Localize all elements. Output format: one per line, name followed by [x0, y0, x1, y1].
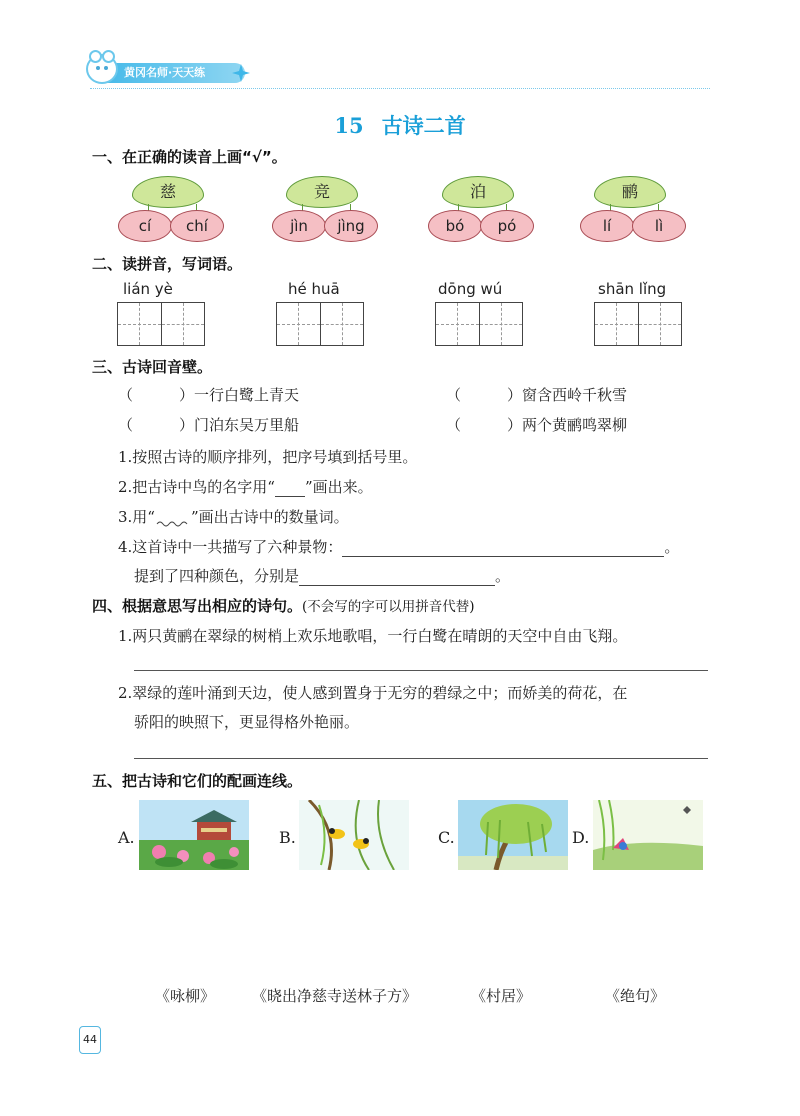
question-4-2: 2.翠绿的莲叶涌到天边，使人感到置身于无穷的碧绿之中；而娇美的荷花，在 [118, 684, 628, 702]
pinyin-choice-2 [272, 176, 382, 242]
answer-line[interactable] [134, 670, 708, 671]
char-leaf: 慈 [132, 176, 204, 208]
pinyin-choice-3 [428, 176, 538, 242]
pinyin-option[interactable]: cí [118, 210, 172, 242]
answer-blank[interactable] [342, 540, 664, 557]
poem-line-order: （ ）门泊东吴万里船 [118, 416, 300, 434]
brand-banner: 黄冈名师·天天练 [90, 63, 245, 83]
question-3-1: 1.按照古诗的顺序排列，把序号填到括号里。 [118, 448, 418, 466]
writing-grid[interactable] [594, 302, 682, 346]
poem-title[interactable]: 《晓出净慈寺送林子方》 [252, 987, 418, 1005]
pinyin-option[interactable]: bó [428, 210, 482, 242]
answer-blank[interactable] [299, 569, 495, 586]
writing-grid[interactable] [276, 302, 364, 346]
pinyin-prompt: hé huā [288, 280, 340, 298]
picture-willow-tree[interactable] [458, 800, 568, 870]
writing-grid[interactable] [435, 302, 523, 346]
poem-line-order: （ ）一行白鹭上青天 [118, 386, 300, 404]
question-3-4: 4.这首诗中一共描写了六种景物： 。 [118, 538, 680, 556]
header-divider [90, 88, 710, 89]
picture-orioles-willow[interactable] [299, 800, 409, 870]
pinyin-prompt: dōng wú [438, 280, 503, 298]
answer-line[interactable] [134, 758, 708, 759]
question-4-1: 1.两只黄鹂在翠绿的树梢上欢乐地歌唱，一行白鹭在晴朗的天空中自由飞翔。 [118, 627, 628, 645]
pinyin-choice-4 [580, 176, 690, 242]
question-3-4b: 提到了四种颜色，分别是 。 [134, 567, 511, 585]
question-3-2: 2.把古诗中鸟的名字用“ ”画出来。 [118, 478, 373, 496]
char-leaf: 鹂 [594, 176, 666, 208]
pinyin-option[interactable]: lí [580, 210, 634, 242]
picture-label: C. [438, 828, 455, 847]
pinyin-choice-1 [118, 176, 228, 242]
pinyin-prompt: shān lǐng [598, 280, 667, 298]
picture-label: A. [118, 828, 135, 847]
straight-underline-sample [275, 482, 305, 497]
section1-heading: 一、在正确的读音上画“√”。 [92, 148, 287, 166]
poem-title[interactable]: 《村居》 [471, 987, 532, 1005]
pinyin-option[interactable]: pó [480, 210, 534, 242]
picture-lotus-pavilion[interactable] [139, 800, 249, 870]
poem-line-order: （ ）两个黄鹂鸣翠柳 [446, 416, 628, 434]
poem-line-order: （ ）窗含西岭千秋雪 [446, 386, 628, 404]
picture-kites-village[interactable] [593, 800, 703, 870]
section3-heading: 三、古诗回音壁。 [92, 358, 213, 376]
page-title [0, 110, 800, 140]
pinyin-prompt: lián yè [123, 280, 173, 298]
section2-heading: 二、读拼音，写词语。 [92, 255, 243, 273]
bear-logo-icon [86, 54, 118, 84]
picture-label: D. [572, 828, 590, 847]
lesson-number: 15 [334, 113, 364, 138]
picture-label: B. [279, 828, 296, 847]
question-3-3: 3.用“ ”画出古诗中的数量词。 [118, 508, 349, 526]
section4-heading: 四、根据意思写出相应的诗句。(不会写的字可以用拼音代替) [92, 597, 475, 615]
char-leaf: 竞 [286, 176, 358, 208]
char-leaf: 泊 [442, 176, 514, 208]
pinyin-option[interactable]: chí [170, 210, 224, 242]
lesson-title: 古诗二首 [381, 114, 466, 138]
sparkle-icon [232, 64, 250, 82]
section4-note: (不会写的字可以用拼音代替) [302, 599, 475, 615]
pinyin-option[interactable]: jìn [272, 210, 326, 242]
poem-title[interactable]: 《绝句》 [605, 987, 666, 1005]
pinyin-option[interactable]: lì [632, 210, 686, 242]
pinyin-option[interactable]: jìng [324, 210, 378, 242]
wavy-underline-sample [155, 515, 191, 527]
section5-heading: 五、把古诗和它们的配画连线。 [92, 772, 303, 790]
page-number: 44 [79, 1026, 101, 1054]
poem-title[interactable]: 《咏柳》 [155, 987, 216, 1005]
writing-grid[interactable] [117, 302, 205, 346]
question-4-2-cont: 骄阳的映照下，更显得格外艳丽。 [134, 713, 360, 731]
